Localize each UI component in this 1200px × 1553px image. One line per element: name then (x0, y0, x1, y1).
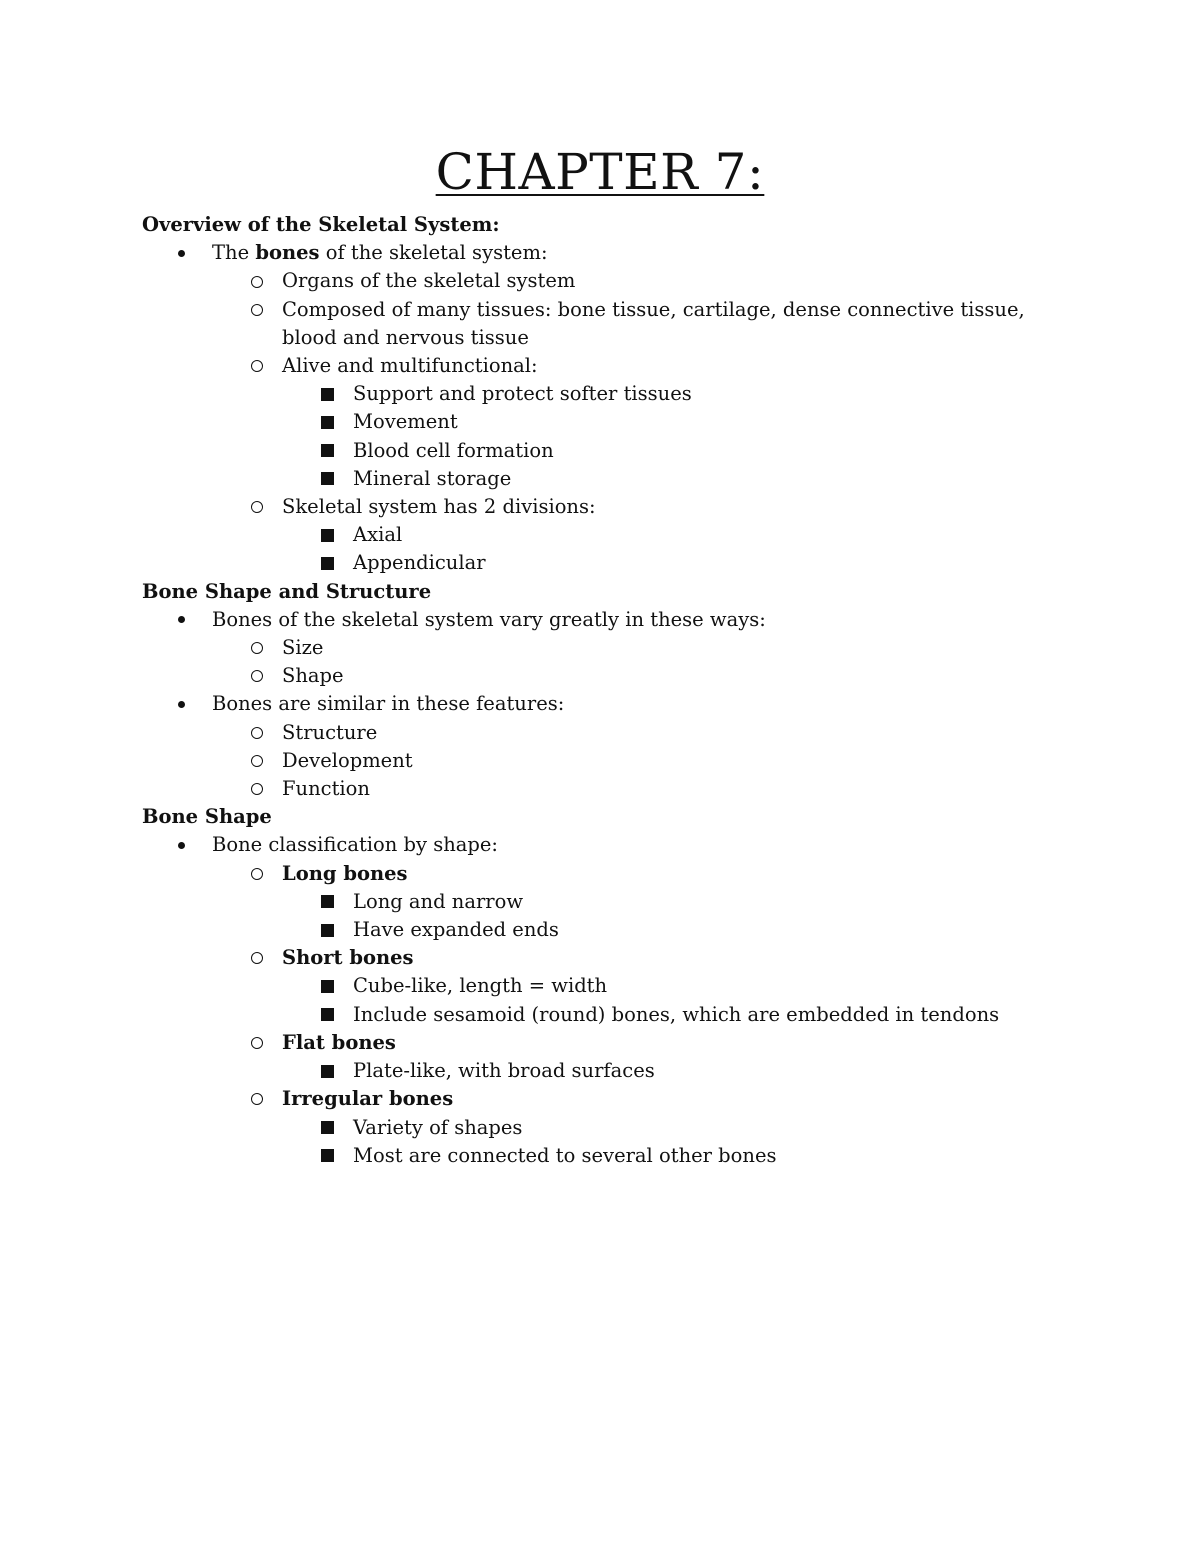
hollow-circle-bullet-icon (246, 662, 268, 690)
hollow-circle-bullet-icon (246, 267, 268, 295)
list-item: Most are connected to several other bones (142, 1142, 1082, 1170)
list-item: Long and narrow (142, 888, 1082, 916)
notes-body (142, 211, 1082, 1170)
square-bullet-icon (316, 465, 338, 493)
list-item: Long bones Long and narrow Have expanded ends (142, 860, 1082, 945)
list-item: Size (142, 634, 1082, 662)
list-item: Bone classification by shape: Long bones Long and narrow Have expanded ends Short bones Cube-like, length = width Include sesamoid (round) bones, which are embedded in tendons Flat bones Plate-like, with broad surfaces Irregular bones Variety of shapes Most are connected to several other bones (142, 831, 1082, 1169)
hollow-circle-bullet-icon (246, 1085, 268, 1113)
list-item: Include sesamoid (round) bones, which are embedded in tendons (142, 1001, 1082, 1029)
filled-circle-bullet-icon (170, 239, 192, 267)
vary-sublist (142, 634, 1082, 690)
functions-sublist (142, 380, 1082, 493)
bone-shape-list (142, 831, 1082, 1169)
square-bullet-icon (316, 916, 338, 944)
list-item: Blood cell formation (142, 437, 1082, 465)
list-item: Support and protect softer tissues (142, 380, 1082, 408)
list-item: Mineral storage (142, 465, 1082, 493)
list-item: Composed of many tissues: bone tissue, cartilage, dense connective tissue, blood and nervous tissue (142, 296, 1082, 352)
hollow-circle-bullet-icon (246, 944, 268, 972)
square-bullet-icon (316, 1114, 338, 1142)
flat-bones-details (142, 1057, 1082, 1085)
short-bones-details (142, 972, 1082, 1028)
list-item: Function (142, 775, 1082, 803)
long-bones-details (142, 888, 1082, 944)
square-bullet-icon (316, 888, 338, 916)
square-bullet-icon (316, 1001, 338, 1029)
hollow-circle-bullet-icon (246, 296, 268, 324)
overview-list (142, 239, 1082, 577)
list-item: Development (142, 747, 1082, 775)
list-item: Appendicular (142, 549, 1082, 577)
filled-circle-bullet-icon (170, 690, 192, 718)
list-item: Bones are similar in these features: Structure Development Function (142, 690, 1082, 803)
list-item: Variety of shapes (142, 1114, 1082, 1142)
hollow-circle-bullet-icon (246, 747, 268, 775)
square-bullet-icon (316, 521, 338, 549)
section-heading-shape-structure: Bone Shape and Structure (142, 579, 432, 603)
list-item: Flat bones Plate-like, with broad surfaces (142, 1029, 1082, 1085)
irregular-bones-details (142, 1114, 1082, 1170)
bones-sublist (142, 267, 1082, 577)
square-bullet-icon (316, 380, 338, 408)
list-item: Irregular bones Variety of shapes Most are connected to several other bones (142, 1085, 1082, 1170)
list-item: Plate-like, with broad surfaces (142, 1057, 1082, 1085)
divisions-sublist (142, 521, 1082, 577)
section-heading-overview: Overview of the Skeletal System: (142, 213, 500, 236)
list-item: Bones of the skeletal system vary greatly in these ways: Size Shape (142, 606, 1082, 691)
list-item: Short bones Cube-like, length = width Include sesamoid (round) bones, which are embedded in tendons (142, 944, 1082, 1029)
list-item: Movement (142, 408, 1082, 436)
hollow-circle-bullet-icon (246, 352, 268, 380)
list-item: Alive and multifunctional: Support and protect softer tissues Movement Blood cell formation Mineral storage (142, 352, 1082, 493)
hollow-circle-bullet-icon (246, 860, 268, 888)
hollow-circle-bullet-icon (246, 634, 268, 662)
hollow-circle-bullet-icon (246, 775, 268, 803)
section-heading-bone-shape: Bone Shape (142, 805, 272, 829)
similar-sublist (142, 719, 1082, 804)
list-item: Skeletal system has 2 divisions: Axial Appendicular (142, 493, 1082, 578)
square-bullet-icon (316, 437, 338, 465)
square-bullet-icon (316, 1057, 338, 1085)
square-bullet-icon (316, 549, 338, 577)
list-item: Cube-like, length = width (142, 972, 1082, 1000)
filled-circle-bullet-icon (170, 831, 192, 859)
filled-circle-bullet-icon (170, 606, 192, 634)
bone-types-sublist (142, 860, 1082, 1170)
shape-structure-list (142, 606, 1082, 803)
square-bullet-icon (316, 1142, 338, 1170)
hollow-circle-bullet-icon (246, 719, 268, 747)
chapter-title: CHAPTER 7: (435, 143, 765, 201)
list-item: The bones of the skeletal system: Organs of the skeletal system Composed of many tissues: bone tissue, cartilage, dense connective tissue, blood and nervous tissue Alive and multifunctional: Support and protect softer tissues Movement Blood cell formation Mineral storage Skeletal system has 2 divisions: Axial Appendicular (142, 239, 1082, 577)
list-item: Organs of the skeletal system (142, 267, 1082, 295)
list-item: Axial (142, 521, 1082, 549)
list-item: Have expanded ends (142, 916, 1082, 944)
list-item: Structure (142, 719, 1082, 747)
hollow-circle-bullet-icon (246, 493, 268, 521)
square-bullet-icon (316, 408, 338, 436)
list-item: Shape (142, 662, 1082, 690)
square-bullet-icon (316, 972, 338, 1000)
hollow-circle-bullet-icon (246, 1029, 268, 1057)
